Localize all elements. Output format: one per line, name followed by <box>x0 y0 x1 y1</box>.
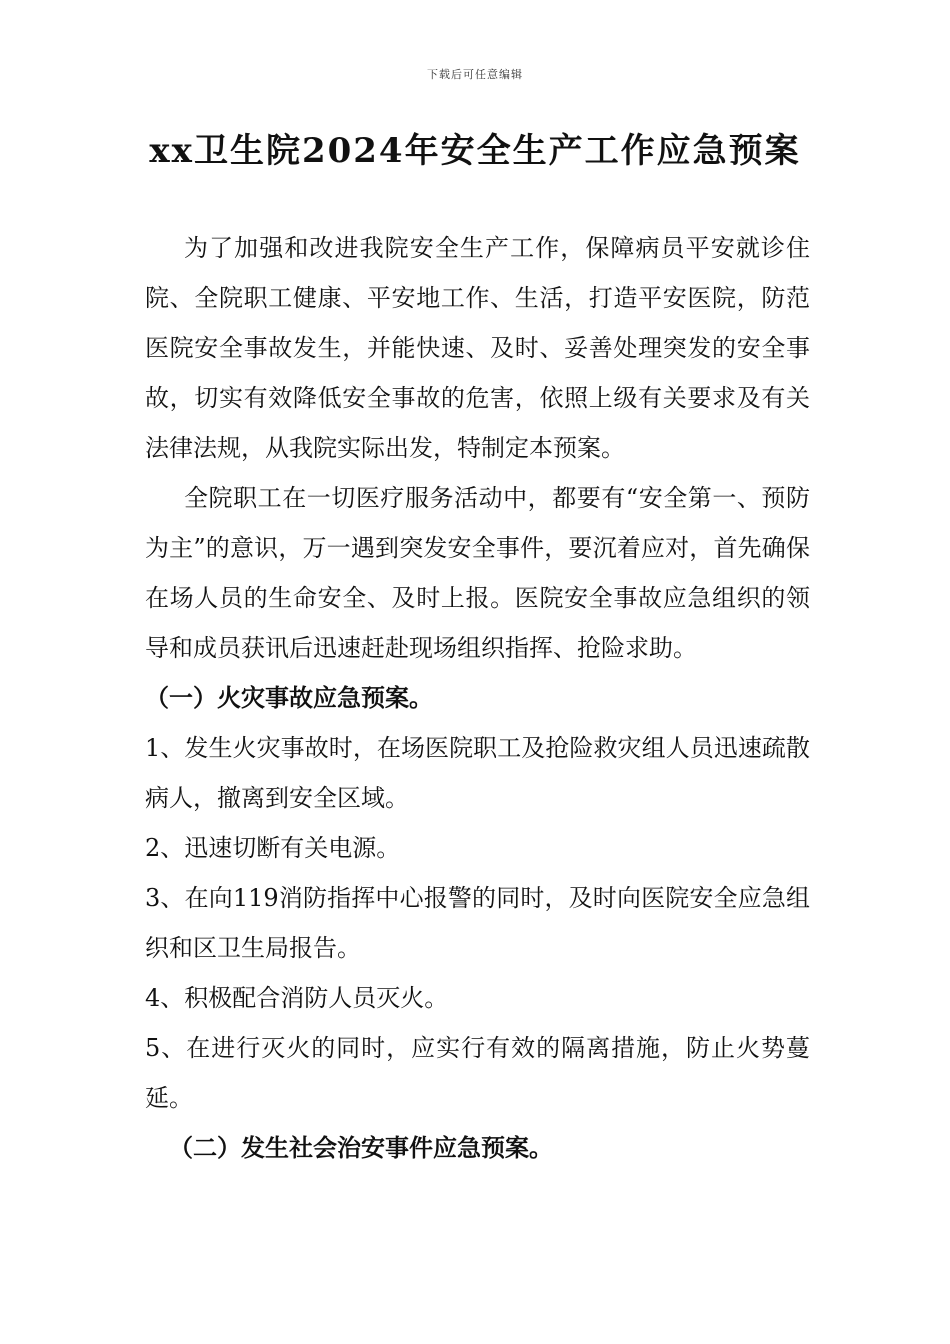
fire-item-3: 3、在向119消防指挥中心报警的同时，及时向医院安全应急组织和区卫生局报告。 <box>145 884 810 962</box>
fire-item-1: 1、发生火灾事故时，在场医院职工及抢险救灾组人员迅速疏散病人，撤离到安全区域。 <box>145 734 810 812</box>
document-title: xx卫生院2024年安全生产工作应急预案 <box>149 131 801 171</box>
intro-paragraph: 为了加强和改进我院安全生产工作，保障病员平安就诊住院、全院职工健康、平安地工作、生活，打造平安医院，防范医院安全事故发生，并能快速、及时、妥善处理突发的安全事故，切实有效降低安全事故的危害，依照上级有关要求及有关法律法规，从我院实际出发，特制定本预案。 <box>145 234 810 462</box>
document-body <box>145 223 810 1173</box>
fire-item-2: 2、迅速切断有关电源。 <box>145 834 401 862</box>
security-section-heading: （二）发生社会治安事件应急预案。 <box>169 1133 553 1162</box>
staff-paragraph: 全院职工在一切医疗服务活动中，都要有“安全第一、预防为主”的意识，万一遇到突发安全事件，要沉着应对，首先确保在场人员的生命安全、及时上报。医院安全事故应急组织的领导和成员获讯后迅速赶赴现场组织指挥、抢险求助。 <box>145 484 810 662</box>
header-note: 下载后可任意编辑 <box>427 68 523 81</box>
fire-item-5: 5、在进行灭火的同时，应实行有效的隔离措施，防止火势蔓延。 <box>145 1034 810 1112</box>
fire-item-4: 4、积极配合消防人员灭火。 <box>145 984 449 1012</box>
fire-section-heading: （一）火灾事故应急预案。 <box>145 683 433 712</box>
